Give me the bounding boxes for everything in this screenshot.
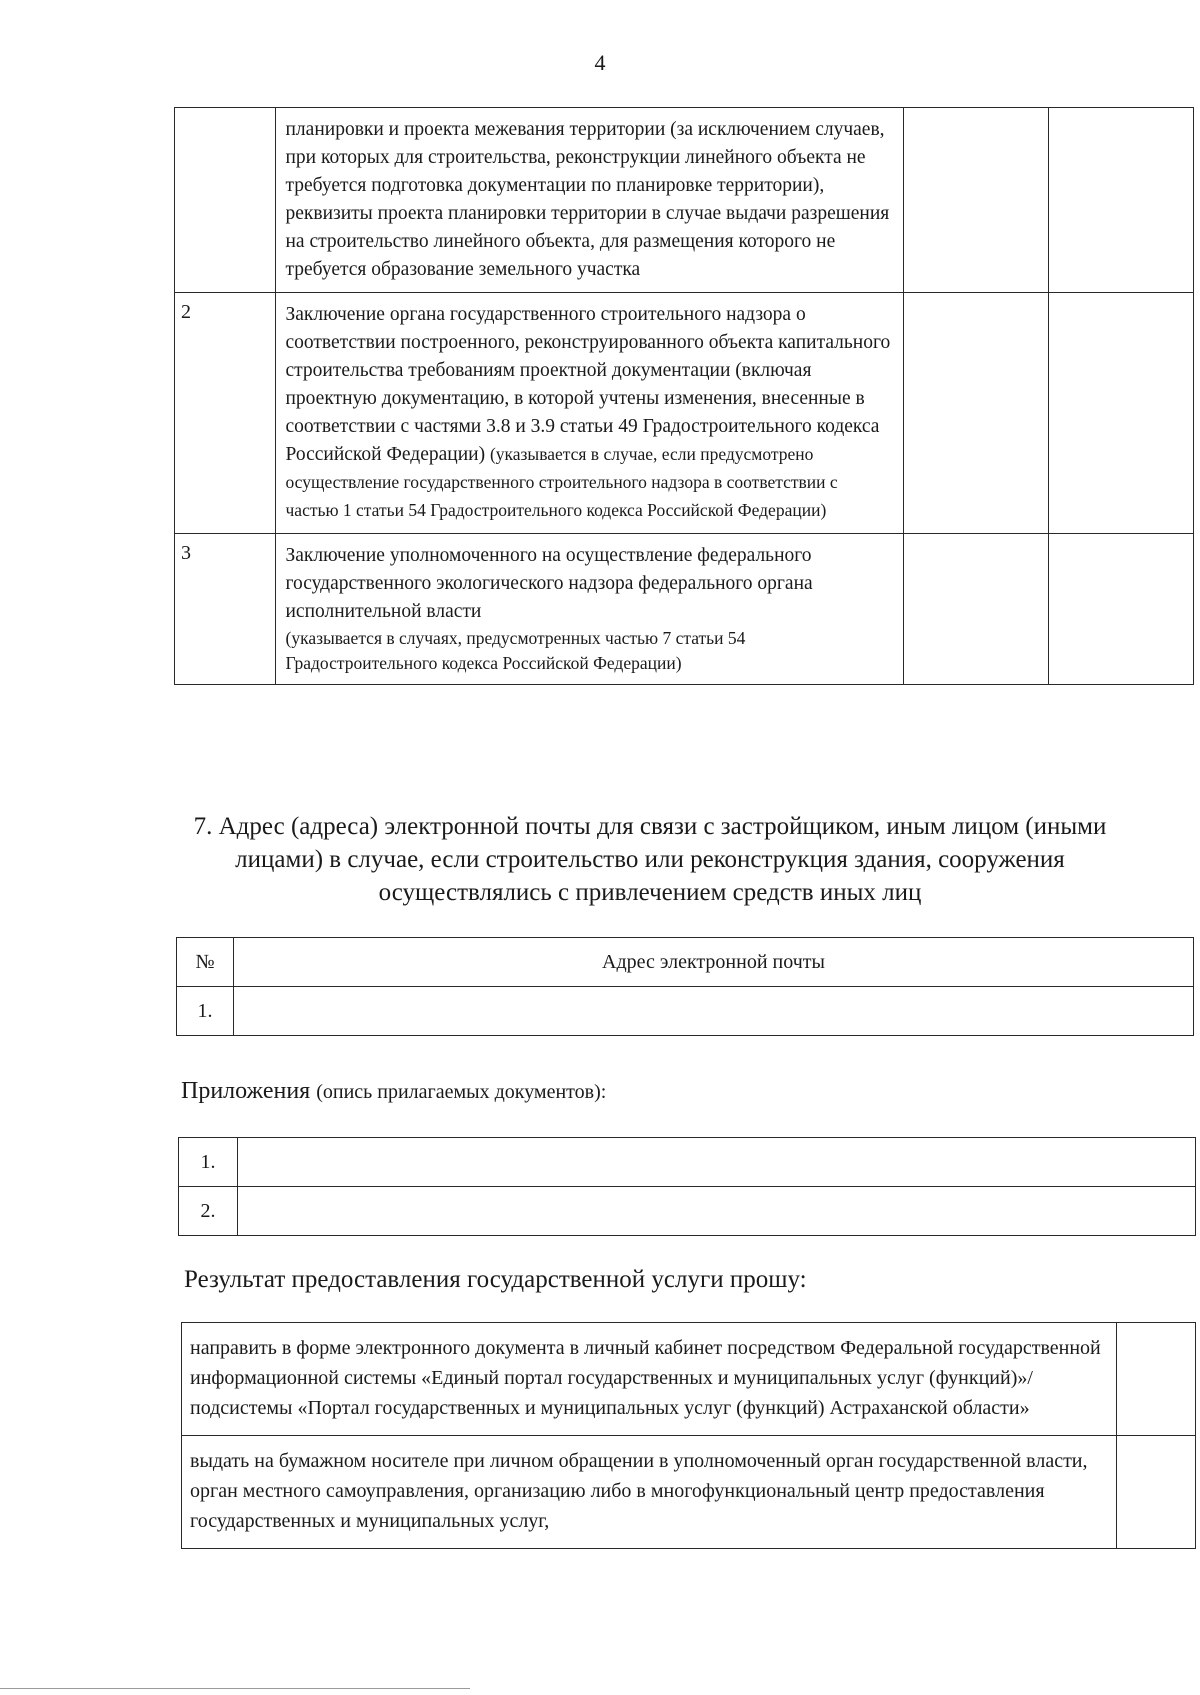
empty-cell[interactable] xyxy=(1048,534,1193,685)
table-row xyxy=(182,1323,1196,1436)
column-header-number: № xyxy=(177,938,234,987)
empty-cell[interactable] xyxy=(903,108,1048,293)
result-option-text: выдать на бумажном носителе при личном обращении в уполномоченный орган государственной власти, орган местного самоуправления, организацию либо в многофункциональный центр предоставления государственных и муниципальных услуг, xyxy=(182,1436,1117,1549)
section-7-heading: 7. Адрес (адреса) электронной почты для связи с застройщиком, иным лицом (иными лицами) в случае, если строительство или реконструкция здания, сооружения осуществлялись с привлечением средств иных лиц xyxy=(193,813,1107,906)
row-number xyxy=(175,108,276,293)
document-description xyxy=(275,108,903,293)
table-header-row xyxy=(177,938,1194,987)
empty-cell[interactable] xyxy=(903,293,1048,534)
result-option-text: направить в форме электронного документа в личный кабинет посредством Федеральной государственной информационной системы «Единый портал государственных и муниципальных услуг (функций)»/ подсистемы «Портал государственных и муниципальных услуг (функций) Астраханской области» xyxy=(182,1323,1117,1436)
result-label: Результат предоставления государственной услуги прошу: xyxy=(184,1266,807,1293)
document-description xyxy=(275,534,903,685)
row-number: 1. xyxy=(179,1138,238,1187)
document-text: Заключение уполномоченного на осуществление федерального государственного экологического надзора федерального органа исполнительной власти xyxy=(285,545,813,622)
row-number: 3 xyxy=(175,534,276,685)
row-number: 2 xyxy=(175,293,276,534)
page-number: 4 xyxy=(594,50,606,75)
email-table xyxy=(176,937,1194,1036)
attachments-subtitle: (опись прилагаемых документов): xyxy=(316,1081,607,1103)
table-row xyxy=(175,108,1194,293)
footer-divider xyxy=(0,1688,470,1689)
document-note: (указывается в случаях, предусмотренных частью 7 статьи 54 Градостроительного кодекса Российской Федерации) xyxy=(285,628,746,673)
column-header-email: Адрес электронной почты xyxy=(234,938,1194,987)
result-option-checkbox[interactable] xyxy=(1117,1436,1196,1549)
attachments-title: Приложения xyxy=(181,1078,311,1104)
document-text: планировки и проекта межевания территории (за исключением случаев, при которых для строительства, реконструкции линейного объекта не требуется подготовка документации по планировке территории), реквизиты проекта планировки территории в случае выдачи разрешения на строительство линейного объекта, для размещения которого не требуется образование земельного участка xyxy=(285,119,890,280)
documents-table xyxy=(174,107,1194,685)
result-options-table xyxy=(181,1322,1196,1549)
attachment-field[interactable] xyxy=(238,1187,1196,1236)
table-row xyxy=(179,1138,1196,1187)
attachments-label xyxy=(181,1078,606,1105)
empty-cell[interactable] xyxy=(1048,108,1193,293)
document-note: (указывается в случае, если предусмотрено осуществление государственного строительного надзора в соответствии с частью 1 статьи 54 Градостроительного кодекса Российской Федерации) xyxy=(285,444,838,520)
empty-cell[interactable] xyxy=(903,534,1048,685)
email-field[interactable] xyxy=(234,987,1194,1036)
result-option-checkbox[interactable] xyxy=(1117,1323,1196,1436)
document-text: Заключение органа государственного строительного надзора о соответствии построенного, реконструированного объекта капитального строительства требованиям проектной документации (включая проектную документацию, в которой учтены изменения, внесенные в соответствии с частями 3.8 и 3.9 статьи 49 Градостроительного кодекса Российской Федерации) xyxy=(285,304,891,465)
empty-cell[interactable] xyxy=(1048,293,1193,534)
attachment-field[interactable] xyxy=(238,1138,1196,1187)
table-row xyxy=(177,987,1194,1036)
document-description xyxy=(275,293,903,534)
table-row xyxy=(175,293,1194,534)
attachments-table xyxy=(178,1137,1196,1236)
table-row xyxy=(179,1187,1196,1236)
table-row xyxy=(182,1436,1196,1549)
table-row xyxy=(175,534,1194,685)
row-number: 1. xyxy=(177,987,234,1036)
row-number: 2. xyxy=(179,1187,238,1236)
